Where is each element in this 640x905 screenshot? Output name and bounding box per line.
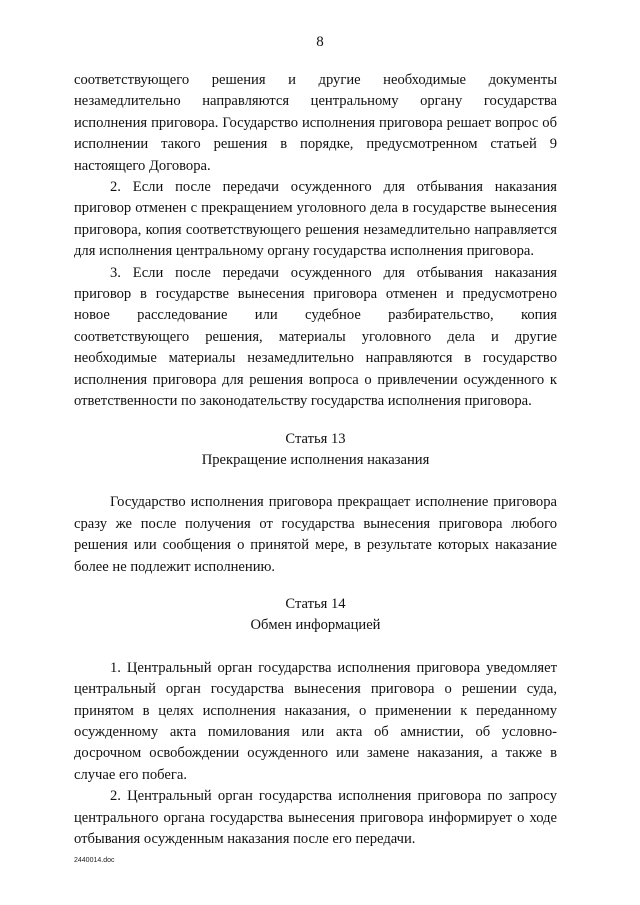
article-13-paragraph: Государство исполнения приговора прекращает исполнение приговора сразу же после получения от государства вынесения приговора любого решения или сообщения о принятой мере, в результате которых наказание более не подлежит исполнению. <box>74 494 557 575</box>
article-14-number: Статья 14 <box>285 595 346 612</box>
article-14-title: Обмен информацией <box>250 617 381 634</box>
article-14-paragraph-1: 1. Центральный орган государства исполнения приговора уведомляет центральный орган государства вынесения приговора о решении суда, принятом в целях исполнения наказания, о применении к переданному осужденному акта помилования или акта об амнистии, об условно-досрочном освобождении осужденного или замене наказания, а также в случае его побега. <box>74 659 557 783</box>
article-14-paragraph-2: 2. Центральный орган государства исполнения приговора по запросу центрального органа государства вынесения приговора информирует о ходе отбывания осужденным наказания после его передачи. <box>74 788 557 847</box>
article-13-number: Статья 13 <box>285 430 346 447</box>
article-14-heading <box>74 594 557 637</box>
article-13-heading <box>74 429 557 472</box>
page-number: 8 <box>316 34 324 50</box>
paragraph-item-3: 3. Если после передачи осужденного для отбывания наказания приговор в государстве вынесения приговора отменен и предусмотрено новое расследование или судебное разбирательство, копия соответствующего решения, материалы уголовного дела и другие необходимые материалы незамедлительно направляются в государство исполнения приговора для решения вопроса о привлечении осужденного к ответственности по законодательству государства исполнения приговора. <box>74 264 557 410</box>
document-body <box>74 70 557 850</box>
article-13-title: Прекращение исполнения наказания <box>201 451 430 468</box>
paragraph-continuation: соответствующего решения и другие необходимые документы незамедлительно направляются центральному органу государства исполнения приговора. Государство исполнения приговора решает вопрос об исполнении такого решения в порядке, предусмотренном статьей 9 настоящего Договора. <box>74 72 557 174</box>
file-name-footer: 2440014.doc <box>74 857 115 864</box>
paragraph-item-2: 2. Если после передачи осужденного для отбывания наказания приговор отменен с прекращением уголовного дела в государстве вынесения приговора, копия соответствующего решения незамедлительно направляется для исполнения центральному органу государства исполнения приговора. <box>74 179 557 260</box>
